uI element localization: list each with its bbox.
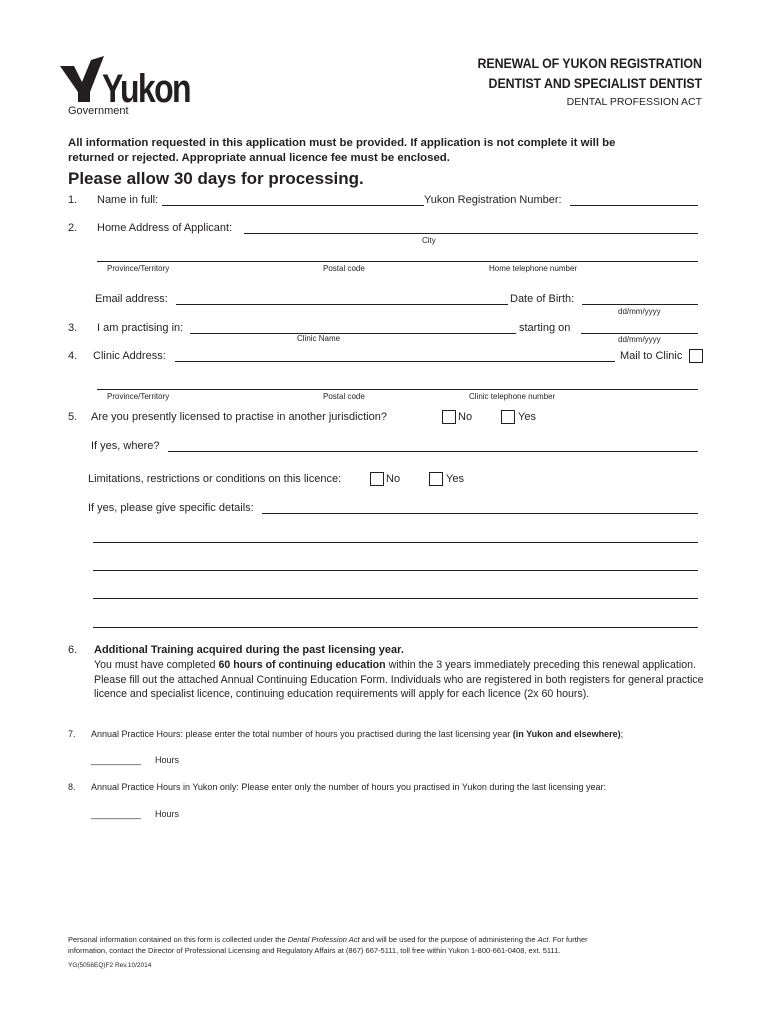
processing-notice: Please allow 30 days for processing.: [68, 169, 364, 188]
province-caption: Province/Territory: [107, 264, 170, 273]
starting-on-label: starting on: [519, 322, 571, 334]
q4-number: 4.: [68, 350, 78, 362]
clinic-address-field[interactable]: [175, 361, 615, 362]
yukon-hours-unit: Hours: [155, 809, 180, 819]
home-address-label: Home Address of Applicant:: [97, 222, 233, 234]
registration-number-label: Yukon Registration Number:: [424, 194, 562, 206]
jurisdiction-yes-checkbox[interactable]: [501, 410, 515, 424]
q3-number: 3.: [68, 322, 78, 334]
form-title-line1: RENEWAL OF YUKON REGISTRATION: [477, 56, 702, 71]
clinic-name-caption: Clinic Name: [297, 334, 341, 343]
training-paragraph: [94, 658, 706, 702]
starting-date-format: dd/mm/yyyy: [618, 335, 661, 344]
annual-hours-field[interactable]: __________: [91, 755, 142, 765]
email-label: Email address:: [95, 293, 168, 305]
training-text-bold: 60 hours of continuing education: [218, 659, 386, 671]
notice-line1: All information requested in this application must be provided. If application is not complete it will be: [68, 137, 616, 149]
email-field[interactable]: [176, 304, 508, 305]
privacy-act-2: Act: [537, 935, 549, 944]
home-phone-caption: Home telephone number: [489, 264, 578, 273]
details-line-4[interactable]: [93, 598, 698, 599]
privacy-text-1: Personal information contained on this form is collected under the: [68, 935, 288, 944]
notice-line2: returned or rejected. Appropriate annual licence fee must be enclosed.: [68, 152, 450, 164]
q5-number: 5.: [68, 411, 78, 423]
where-field[interactable]: [168, 451, 698, 452]
q7-number: 7.: [68, 729, 76, 739]
home-address-line2-field[interactable]: [97, 261, 698, 262]
details-field[interactable]: [262, 513, 698, 514]
training-heading: Additional Training acquired during the past licensing year.: [94, 644, 404, 656]
q6-number: 6.: [68, 644, 78, 656]
limitations-yes-label: Yes: [446, 473, 464, 485]
yukon-logo: [58, 52, 193, 122]
clinic-phone-caption: Clinic telephone number: [469, 392, 556, 401]
mail-to-clinic-checkbox[interactable]: [689, 349, 703, 363]
annual-hours-text: Annual Practice Hours: please enter the total number of hours you practised during the last licensing year: [91, 729, 513, 739]
q1-number: 1.: [68, 194, 78, 206]
privacy-notice-line2: information, contact the Director of Professional Licensing and Regulatory Affairs at (867) 667-5111, toll free within Yukon 1-800-661-0408, ext. 5111.: [68, 946, 561, 955]
dob-label: Date of Birth:: [510, 293, 575, 305]
privacy-notice-line1: [68, 935, 588, 944]
name-field[interactable]: [162, 205, 424, 206]
dob-field[interactable]: [582, 304, 698, 305]
training-text-b: within the 3 years immediately preceding this renewal application. Please fill out the attached Annual Continuing Education Form. Individuals who are registered in both registers for general practice licence and specialist licence, continuing education requirements will apply for each licence (2x 60 hours).: [94, 659, 704, 701]
clinic-name-field[interactable]: [190, 333, 516, 334]
postal-caption: Postal code: [323, 264, 365, 273]
act-name: DENTAL PROFESSION ACT: [566, 96, 702, 108]
details-line-3[interactable]: [93, 570, 698, 571]
q2-number: 2.: [68, 222, 78, 234]
annual-hours-unit: Hours: [155, 755, 180, 765]
form-code: YG(5056EQ)F2 Rev.10/2014: [68, 962, 152, 969]
logo-word: Yukon: [102, 67, 190, 111]
clinic-address-line2-field[interactable]: [97, 389, 698, 390]
home-address-field[interactable]: [244, 233, 698, 234]
form-title-line2: DENTIST AND SPECIALIST DENTIST: [488, 76, 702, 91]
yukon-hours-question: Annual Practice Hours in Yukon only: Please enter only the number of hours you practised in Yukon during the last licensing year:: [91, 782, 606, 792]
dob-format: dd/mm/yyyy: [618, 307, 661, 316]
limitations-no-checkbox[interactable]: [370, 472, 384, 486]
logo-government: Government: [68, 105, 129, 117]
clinic-province-caption: Province/Territory: [107, 392, 170, 401]
privacy-act-1: Dental Profession Act: [287, 935, 360, 944]
limitations-label: Limitations, restrictions or conditions on this licence:: [88, 473, 342, 485]
jurisdiction-no-checkbox[interactable]: [442, 410, 456, 424]
privacy-text-2: and will be used for the purpose of administering the: [359, 935, 538, 944]
jurisdiction-no-label: No: [458, 411, 473, 423]
yukon-hours-field[interactable]: __________: [91, 809, 142, 819]
details-line-2[interactable]: [93, 542, 698, 543]
where-label: If yes, where?: [91, 440, 160, 452]
annual-hours-text-bold: (in Yukon and elsewhere): [512, 729, 621, 739]
annual-hours-question: [91, 729, 623, 739]
privacy-text-3: . For further: [548, 935, 588, 944]
jurisdiction-yes-label: Yes: [518, 411, 536, 423]
annual-hours-text-end: ;: [620, 729, 624, 739]
training-text-a: You must have completed: [94, 659, 219, 671]
clinic-postal-caption: Postal code: [323, 392, 365, 401]
starting-date-field[interactable]: [581, 333, 698, 334]
registration-number-field[interactable]: [570, 205, 698, 206]
other-jurisdiction-question: Are you presently licensed to practise in another jurisdiction?: [91, 411, 387, 423]
mail-to-clinic-label: Mail to Clinic: [620, 350, 683, 362]
practising-label: I am practising in:: [97, 322, 184, 334]
limitations-yes-checkbox[interactable]: [429, 472, 443, 486]
details-line-5[interactable]: [93, 627, 698, 628]
name-label: Name in full:: [97, 194, 159, 206]
details-label: If yes, please give specific details:: [88, 502, 254, 514]
clinic-address-label: Clinic Address:: [93, 350, 166, 362]
q8-number: 8.: [68, 782, 76, 792]
limitations-no-label: No: [386, 473, 401, 485]
city-caption: City: [422, 236, 436, 245]
